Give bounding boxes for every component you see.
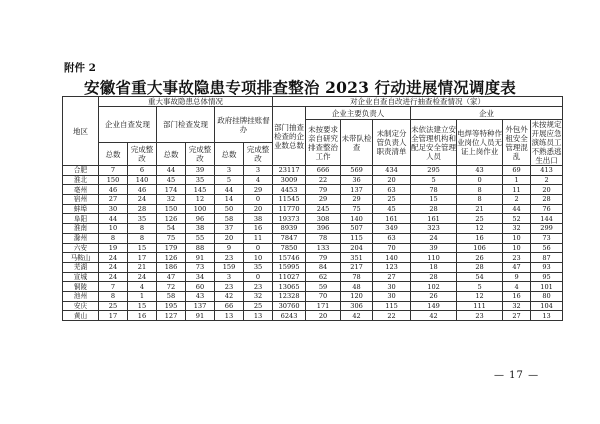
page-title: 安徽省重大事故隐患专项排查整治 2023 行动进展情况调度表: [84, 78, 516, 97]
value-cell: 8: [99, 233, 128, 243]
value-cell: 25: [373, 195, 411, 205]
value-cell: 434: [373, 166, 411, 176]
region-cell: 黄山: [63, 311, 99, 321]
value-cell: 30760: [273, 301, 306, 311]
value-cell: 12: [457, 224, 503, 234]
region-cell: 蚌埠: [63, 204, 99, 214]
value-cell: 32: [503, 224, 531, 234]
table-row: [63, 224, 563, 234]
header-group-enterprise: 对企业自查自改进行抽查检查情况（家）: [273, 97, 563, 107]
value-cell: 48: [341, 282, 373, 292]
value-cell: 95: [531, 272, 563, 282]
value-cell: 16: [128, 311, 157, 321]
value-cell: 43: [457, 166, 503, 176]
value-cell: 29: [244, 185, 273, 195]
value-cell: 44: [503, 204, 531, 214]
header-e-no-drill: 未按规定开展应急演练员工不熟悉逃生出口: [531, 120, 562, 165]
value-cell: 186: [157, 262, 186, 272]
value-cell: 73: [186, 262, 215, 272]
value-cell: 75: [341, 204, 373, 214]
value-cell: 15: [128, 301, 157, 311]
value-cell: 58: [157, 291, 186, 301]
value-cell: 24: [99, 253, 128, 263]
value-cell: 140: [128, 175, 157, 185]
value-cell: 351: [341, 253, 373, 263]
value-cell: 6243: [273, 311, 306, 321]
value-cell: 2: [503, 195, 531, 205]
value-cell: 88: [186, 243, 215, 253]
table-row: [63, 214, 563, 224]
value-cell: 323: [411, 224, 457, 234]
table-row: [63, 233, 563, 243]
value-cell: 0: [244, 243, 273, 253]
value-cell: 75: [157, 233, 186, 243]
value-cell: 20: [531, 185, 563, 195]
value-cell: 106: [457, 243, 503, 253]
value-cell: 11: [503, 185, 531, 195]
value-cell: 126: [157, 253, 186, 263]
value-cell: 23: [215, 253, 244, 263]
value-cell: 137: [341, 185, 373, 195]
value-cell: 13065: [273, 282, 306, 292]
table-row: [63, 272, 563, 282]
header-p-not-study: 未按要求亲自研究排查整治工作: [306, 120, 341, 166]
value-cell: 159: [215, 262, 244, 272]
value-cell: 0: [457, 175, 503, 185]
value-cell: 15: [411, 195, 457, 205]
table-row: [63, 311, 563, 321]
value-cell: 58: [215, 214, 244, 224]
header-dept-check: 部门检查发现: [157, 107, 215, 143]
value-cell: 79: [306, 185, 341, 195]
value-cell: 38: [186, 224, 215, 234]
value-cell: 22: [306, 175, 341, 185]
value-cell: 195: [157, 301, 186, 311]
value-cell: 60: [186, 282, 215, 292]
value-cell: 5: [411, 175, 457, 185]
progress-table: [62, 96, 563, 321]
value-cell: 8: [128, 224, 157, 234]
value-cell: 12: [457, 291, 503, 301]
value-cell: 7: [99, 166, 128, 176]
value-cell: 16: [244, 224, 273, 234]
value-cell: 12: [186, 195, 215, 205]
header-group-hazard: 重大事故隐患总体情况: [99, 97, 273, 107]
value-cell: 127: [157, 311, 186, 321]
value-cell: 299: [531, 224, 563, 234]
value-cell: 78: [306, 233, 341, 243]
header-enterprise-self-check: 企业自查发现: [99, 107, 157, 143]
value-cell: 91: [186, 311, 215, 321]
table-row: [63, 175, 563, 185]
value-cell: 569: [341, 166, 373, 176]
value-cell: 3009: [273, 175, 306, 185]
value-cell: 47: [157, 272, 186, 282]
value-cell: 29: [341, 195, 373, 205]
value-cell: 29: [306, 195, 341, 205]
value-cell: 45: [157, 175, 186, 185]
attachment-label: 附件 2: [64, 62, 96, 74]
value-cell: 20: [373, 175, 411, 185]
value-cell: 27: [503, 311, 531, 321]
value-cell: 20: [306, 311, 341, 321]
value-cell: 19373: [273, 214, 306, 224]
value-cell: 24: [99, 272, 128, 282]
value-cell: 115: [373, 301, 411, 311]
value-cell: 87: [531, 253, 563, 263]
value-cell: 52: [503, 214, 531, 224]
value-cell: 126: [157, 214, 186, 224]
header-e-no-system: 未依法建立安全管理机构和配足安全管理人员: [411, 120, 457, 166]
value-cell: 96: [186, 214, 215, 224]
value-cell: 26: [457, 253, 503, 263]
value-cell: 102: [411, 282, 457, 292]
table-row: [63, 253, 563, 263]
value-cell: 10: [503, 233, 531, 243]
value-cell: 32: [244, 291, 273, 301]
value-cell: 100: [186, 204, 215, 214]
value-cell: 5: [215, 175, 244, 185]
value-cell: 16: [503, 291, 531, 301]
value-cell: 79: [306, 253, 341, 263]
value-cell: 20: [244, 204, 273, 214]
value-cell: 161: [373, 214, 411, 224]
value-cell: 349: [373, 224, 411, 234]
header-dept-sampled: 部门抽查检查的企业数总数: [273, 107, 306, 166]
value-cell: 0: [244, 272, 273, 282]
value-cell: 35: [244, 262, 273, 272]
value-cell: 54: [157, 224, 186, 234]
table-row: [63, 195, 563, 205]
header-total: 总数: [215, 143, 244, 166]
header-total: 总数: [157, 143, 186, 166]
value-cell: 36: [341, 175, 373, 185]
value-cell: 17: [128, 253, 157, 263]
value-cell: 115: [341, 233, 373, 243]
value-cell: 23: [457, 311, 503, 321]
value-cell: 4453: [273, 185, 306, 195]
value-cell: 5: [457, 282, 503, 292]
value-cell: 78: [411, 185, 457, 195]
value-cell: 17: [99, 311, 128, 321]
value-cell: 145: [186, 185, 215, 195]
value-cell: 15: [128, 243, 157, 253]
value-cell: 63: [373, 233, 411, 243]
value-cell: 140: [341, 214, 373, 224]
header-p-not-lead: 未带队检查: [341, 120, 373, 166]
table-row: [63, 291, 563, 301]
value-cell: 23: [244, 282, 273, 292]
value-cell: 24: [411, 233, 457, 243]
header-total: 总数: [99, 143, 128, 166]
value-cell: 54: [457, 272, 503, 282]
value-cell: 13: [215, 311, 244, 321]
value-cell: 44: [99, 214, 128, 224]
value-cell: 4: [244, 175, 273, 185]
value-cell: 204: [341, 243, 373, 253]
value-cell: 396: [306, 224, 341, 234]
value-cell: 413: [531, 166, 563, 176]
value-cell: 27: [99, 195, 128, 205]
value-cell: 42: [341, 311, 373, 321]
value-cell: 144: [531, 214, 563, 224]
value-cell: 24: [128, 195, 157, 205]
value-cell: 123: [373, 262, 411, 272]
header-region: 地区: [63, 97, 99, 166]
region-cell: 马鞍山: [63, 253, 99, 263]
value-cell: 1: [128, 291, 157, 301]
value-cell: 18: [411, 262, 457, 272]
value-cell: 25: [457, 214, 503, 224]
table-row: [63, 262, 563, 272]
value-cell: 13: [244, 311, 273, 321]
value-cell: 22: [373, 311, 411, 321]
value-cell: 179: [157, 243, 186, 253]
value-cell: 46: [128, 185, 157, 195]
value-cell: 28: [411, 272, 457, 282]
value-cell: 11545: [273, 195, 306, 205]
table-row: [63, 301, 563, 311]
value-cell: 91: [186, 253, 215, 263]
value-cell: 7: [99, 282, 128, 292]
value-cell: 21: [128, 262, 157, 272]
value-cell: 15746: [273, 253, 306, 263]
value-cell: 44: [157, 166, 186, 176]
value-cell: 306: [341, 301, 373, 311]
value-cell: 295: [411, 166, 457, 176]
value-cell: 27: [373, 272, 411, 282]
value-cell: 10: [244, 253, 273, 263]
value-cell: 59: [306, 282, 341, 292]
value-cell: 11: [244, 233, 273, 243]
value-cell: 150: [157, 204, 186, 214]
value-cell: 161: [411, 214, 457, 224]
value-cell: 80: [531, 291, 563, 301]
value-cell: 1: [503, 175, 531, 185]
value-cell: 24: [99, 262, 128, 272]
value-cell: 174: [157, 185, 186, 195]
value-cell: 140: [373, 253, 411, 263]
value-cell: 133: [306, 243, 341, 253]
table-row: [63, 243, 563, 253]
value-cell: 72: [157, 282, 186, 292]
value-cell: 44: [215, 185, 244, 195]
value-cell: 25: [244, 301, 273, 311]
value-cell: 150: [99, 175, 128, 185]
value-cell: 28: [531, 195, 563, 205]
region-cell: 淮北: [63, 175, 99, 185]
value-cell: 30: [373, 291, 411, 301]
value-cell: 28: [128, 204, 157, 214]
value-cell: 76: [531, 204, 563, 214]
value-cell: 66: [215, 301, 244, 311]
value-cell: 28: [411, 204, 457, 214]
value-cell: 42: [411, 311, 457, 321]
value-cell: 149: [411, 301, 457, 311]
value-cell: 56: [531, 243, 563, 253]
value-cell: 7847: [273, 233, 306, 243]
value-cell: 23: [503, 253, 531, 263]
value-cell: 45: [373, 204, 411, 214]
value-cell: 84: [306, 262, 341, 272]
value-cell: 245: [306, 204, 341, 214]
value-cell: 8: [457, 195, 503, 205]
value-cell: 10: [99, 224, 128, 234]
value-cell: 63: [373, 185, 411, 195]
value-cell: 9: [215, 243, 244, 253]
value-cell: 3: [215, 166, 244, 176]
value-cell: 46: [99, 185, 128, 195]
value-cell: 4: [128, 282, 157, 292]
value-cell: 137: [186, 301, 215, 311]
region-cell: 淮南: [63, 224, 99, 234]
value-cell: 11027: [273, 272, 306, 282]
region-cell: 亳州: [63, 185, 99, 195]
region-cell: 宣城: [63, 272, 99, 282]
table-row: [63, 204, 563, 214]
value-cell: 23117: [273, 166, 306, 176]
header-e-no-cert: 电焊等特种作业岗位人员无证上岗作业: [457, 120, 503, 166]
value-cell: 217: [341, 262, 373, 272]
value-cell: 73: [531, 233, 563, 243]
value-cell: 34: [186, 272, 215, 282]
region-cell: 安庆: [63, 301, 99, 311]
value-cell: 28: [457, 262, 503, 272]
region-cell: 合肥: [63, 166, 99, 176]
value-cell: 42: [215, 291, 244, 301]
value-cell: 32: [157, 195, 186, 205]
value-cell: 21: [457, 204, 503, 214]
region-cell: 池州: [63, 291, 99, 301]
value-cell: 111: [457, 301, 503, 311]
value-cell: 8: [457, 185, 503, 195]
value-cell: 20: [215, 233, 244, 243]
value-cell: 12328: [273, 291, 306, 301]
value-cell: 35: [128, 214, 157, 224]
value-cell: 666: [306, 166, 341, 176]
value-cell: 9: [503, 272, 531, 282]
value-cell: 4: [503, 282, 531, 292]
value-cell: 19: [99, 243, 128, 253]
value-cell: 11770: [273, 204, 306, 214]
value-cell: 3: [244, 166, 273, 176]
value-cell: 38: [244, 214, 273, 224]
value-cell: 308: [306, 214, 341, 224]
region-cell: 铜陵: [63, 282, 99, 292]
table-row: [63, 282, 563, 292]
value-cell: 62: [306, 272, 341, 282]
value-cell: 0: [244, 195, 273, 205]
table-row: [63, 185, 563, 195]
region-cell: 滁州: [63, 233, 99, 243]
header-rectified: 完成整改: [244, 143, 273, 166]
header-principal: 企业主要负责人: [306, 107, 411, 120]
value-cell: 10: [503, 243, 531, 253]
region-cell: 阜阳: [63, 214, 99, 224]
header-enterprise: 企业: [411, 107, 563, 120]
region-cell: 六安: [63, 243, 99, 253]
value-cell: 26: [411, 291, 457, 301]
header-gov-supervise: 政府挂牌挂账督办: [215, 107, 273, 143]
value-cell: 7850: [273, 243, 306, 253]
value-cell: 101: [531, 282, 563, 292]
value-cell: 70: [373, 243, 411, 253]
value-cell: 15995: [273, 262, 306, 272]
value-cell: 93: [531, 262, 563, 272]
value-cell: 78: [341, 272, 373, 282]
value-cell: 35: [186, 175, 215, 185]
value-cell: 120: [341, 291, 373, 301]
table-body: [63, 166, 563, 321]
value-cell: 32: [503, 301, 531, 311]
value-cell: 30: [373, 282, 411, 292]
header-p-no-list: 未制定分管负责人职责清单: [373, 120, 411, 166]
table-row: [63, 166, 563, 176]
value-cell: 13: [531, 311, 563, 321]
value-cell: 104: [531, 301, 563, 311]
value-cell: 8: [99, 291, 128, 301]
region-cell: 宿州: [63, 195, 99, 205]
value-cell: 39: [411, 243, 457, 253]
value-cell: 2: [531, 175, 563, 185]
page-number: — 17 —: [494, 370, 540, 381]
value-cell: 16: [457, 233, 503, 243]
value-cell: 110: [411, 253, 457, 263]
header-e-outsource: 外包外租安全管理混乱: [503, 120, 531, 166]
value-cell: 23: [215, 282, 244, 292]
value-cell: 69: [503, 166, 531, 176]
value-cell: 37: [215, 224, 244, 234]
value-cell: 8: [128, 233, 157, 243]
value-cell: 24: [128, 272, 157, 282]
value-cell: 6: [128, 166, 157, 176]
value-cell: 70: [306, 291, 341, 301]
value-cell: 47: [503, 262, 531, 272]
value-cell: 50: [215, 204, 244, 214]
value-cell: 171: [306, 301, 341, 311]
value-cell: 507: [341, 224, 373, 234]
header-rectified: 完成整改: [186, 143, 215, 166]
value-cell: 43: [186, 291, 215, 301]
value-cell: 25: [99, 301, 128, 311]
value-cell: 30: [99, 204, 128, 214]
value-cell: 14: [215, 195, 244, 205]
header-rectified: 完成整改: [128, 143, 157, 166]
value-cell: 8939: [273, 224, 306, 234]
value-cell: 55: [186, 233, 215, 243]
region-cell: 芜湖: [63, 262, 99, 272]
value-cell: 39: [186, 166, 215, 176]
value-cell: 3: [215, 272, 244, 282]
